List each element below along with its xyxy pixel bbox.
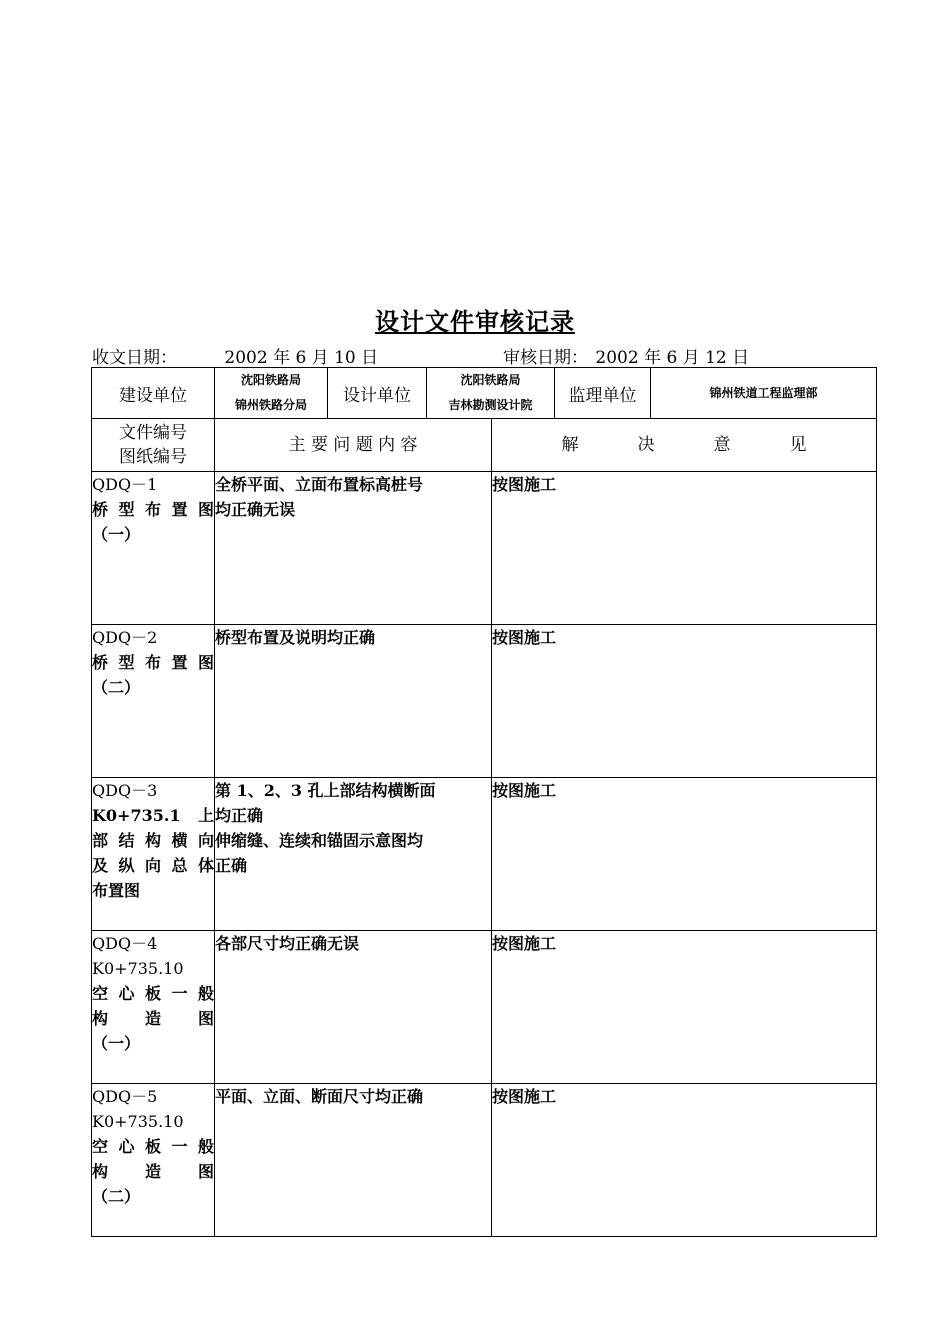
table-row	[92, 931, 877, 1084]
doc-no-header-line1: 文件编号	[119, 423, 187, 443]
receive-date	[92, 343, 378, 368]
doc-no-header-line2: 图纸编号	[119, 447, 187, 467]
design-unit-line2: 吉林勘测设计院	[448, 398, 533, 412]
supervise-unit-label: 监理单位	[555, 368, 651, 419]
doc-name-line: 构 造 图	[92, 1162, 214, 1181]
issues-cell	[215, 1084, 492, 1237]
doc-name-line: 桥型布置图	[92, 500, 214, 519]
doc-code: QDQ－5	[92, 1087, 158, 1106]
doc-no-cell	[92, 931, 215, 1084]
resolution-text: 按图施工	[492, 1087, 557, 1106]
doc-name-line: 空心板一般	[92, 1137, 214, 1156]
review-date-label: 审核日期：	[503, 348, 588, 368]
build-unit-line1: 沈阳铁路局	[240, 373, 301, 387]
resolution-cell	[492, 931, 877, 1084]
issues-cell	[215, 472, 492, 625]
doc-name-line: （一）	[92, 1034, 141, 1053]
doc-code: QDQ－3	[92, 781, 158, 800]
table-row	[92, 1084, 877, 1237]
doc-no-cell	[92, 625, 215, 778]
issue-line: 均正确无误	[215, 500, 296, 519]
issue-line: 桥型布置及说明均正确	[215, 628, 376, 647]
doc-no-header	[92, 419, 215, 472]
design-unit-line1: 沈阳铁路局	[460, 373, 521, 387]
receive-date-label: 收文日期：	[92, 348, 177, 368]
doc-no-cell	[92, 472, 215, 625]
issue-line: 均正确	[215, 806, 264, 825]
issue-line: 全桥平面、立面布置标高桩号	[215, 475, 424, 494]
issue-line: 平面、立面、断面尺寸均正确	[215, 1087, 424, 1106]
doc-name-line: 布置图	[92, 881, 141, 900]
build-unit-line2: 锦州铁路分局	[234, 398, 307, 412]
doc-name-line: K0+735.10	[92, 959, 184, 978]
issues-cell	[215, 625, 492, 778]
doc-code: QDQ－2	[92, 628, 158, 647]
issues-cell	[215, 778, 492, 931]
table-row	[92, 778, 877, 931]
resolution-cell	[492, 472, 877, 625]
design-unit-value	[427, 368, 555, 419]
document-title: 设计文件审核记录	[375, 308, 575, 336]
resolution-header-char3: 意	[713, 435, 731, 455]
doc-code: QDQ－1	[92, 475, 158, 494]
doc-name-line: 构 造 图	[92, 1009, 214, 1028]
table-row	[92, 472, 877, 625]
unit-info-table	[91, 367, 877, 419]
build-unit-label: 建设单位	[92, 368, 215, 419]
doc-name-line: 及纵向总体	[92, 856, 214, 875]
doc-no-cell	[92, 778, 215, 931]
issue-line: 第 1、2、3 孔上部结构横断面	[215, 781, 436, 800]
resolution-cell	[492, 625, 877, 778]
table-row	[92, 625, 877, 778]
review-table	[91, 418, 877, 1237]
resolution-cell	[492, 1084, 877, 1237]
build-unit-value	[215, 368, 328, 419]
resolution-header-char1: 解	[561, 435, 579, 455]
issues-header: 主 要 问 题 内 容	[215, 419, 492, 472]
doc-name-line: K0+735.1 上	[92, 806, 214, 825]
doc-code: QDQ－4	[92, 934, 158, 953]
resolution-text: 按图施工	[492, 934, 557, 953]
doc-name-line: K0+735.10	[92, 1112, 184, 1131]
doc-name-line: 部结构横向	[92, 831, 214, 850]
resolution-header	[492, 419, 877, 472]
issues-cell	[215, 931, 492, 1084]
doc-no-cell	[92, 1084, 215, 1237]
resolution-cell	[492, 778, 877, 931]
resolution-text: 按图施工	[492, 628, 557, 647]
resolution-text: 按图施工	[492, 475, 557, 494]
receive-date-value: 2002 年 6 月 10 日	[224, 348, 379, 368]
review-date	[503, 343, 749, 368]
column-header-row	[92, 419, 877, 472]
doc-name-line: 空心板一般	[92, 984, 214, 1003]
doc-name-line: （二）	[92, 1187, 141, 1206]
issue-line: 各部尺寸均正确无误	[215, 934, 360, 953]
issue-line: 伸缩缝、连续和锚固示意图均	[215, 831, 424, 850]
resolution-header-char4: 见	[789, 435, 807, 455]
doc-name-line: 桥型布置图	[92, 653, 214, 672]
doc-name-line: （二）	[92, 678, 141, 697]
resolution-text: 按图施工	[492, 781, 557, 800]
resolution-header-char2: 决	[637, 435, 655, 455]
design-unit-label: 设计单位	[328, 368, 427, 419]
review-date-value: 2002 年 6 月 12 日	[595, 348, 750, 368]
supervise-unit-value: 锦州铁道工程监理部	[651, 368, 877, 419]
issue-line: 正确	[215, 856, 248, 875]
doc-name-line: （一）	[92, 525, 141, 544]
